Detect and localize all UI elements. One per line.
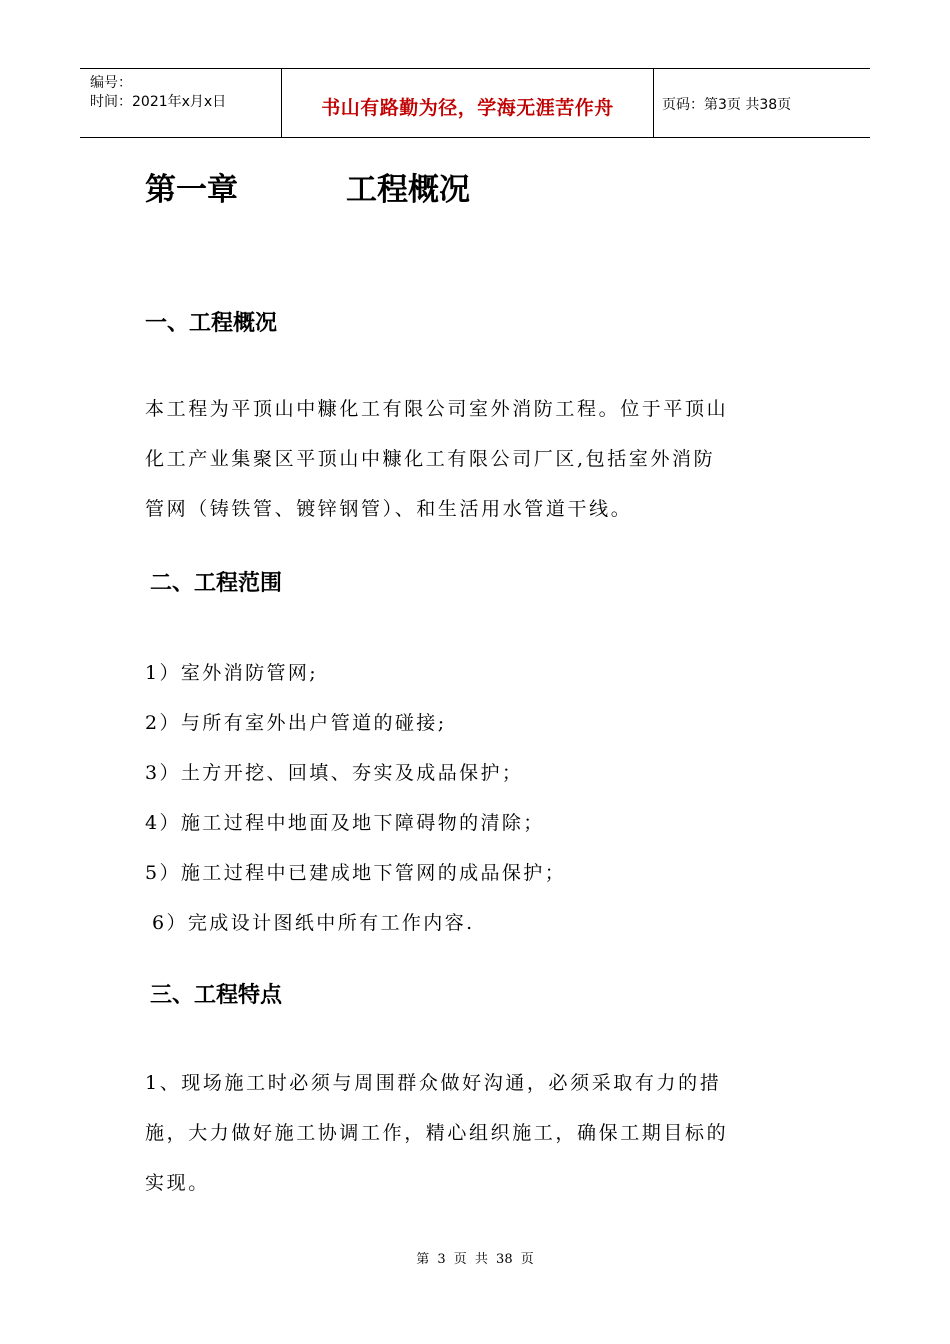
document-date-label: 时间：2021年x月x日 (90, 94, 227, 110)
paragraph-line: 化工产业集聚区平顶山中糠化工有限公司厂区,包括室外消防 (145, 448, 716, 470)
page-footer: 第 3 页 共 38 页 (416, 1252, 534, 1267)
scope-list-item: 4）施工过程中地面及地下障碍物的清除； (145, 812, 545, 834)
section-heading-overview: 一、工程概况 (145, 311, 278, 336)
header-page-info: 页码：第3页 共38页 (662, 97, 792, 113)
paragraph-line: 实现。 (145, 1172, 210, 1194)
scope-list-item: 6）完成设计图纸中所有工作内容. (152, 912, 475, 934)
scope-list-item: 3）土方开挖、回填、夯实及成品保护； (145, 762, 524, 784)
section-heading-scope: 二、工程范围 (150, 571, 283, 596)
header-motto: 书山有路勤为径，学海无涯苦作舟 (321, 97, 614, 119)
section-heading-features: 三、工程特点 (150, 983, 283, 1008)
page-header (80, 68, 870, 138)
features-paragraph (145, 1058, 728, 1208)
scope-list-item: 1）室外消防管网; (145, 662, 319, 684)
paragraph-line: 施，大力做好施工协调工作，精心组织施工，确保工期目标的 (145, 1122, 729, 1144)
chapter-title (145, 164, 470, 209)
document-number-label: 编号： (90, 75, 132, 91)
header-meta-cell (80, 69, 282, 137)
header-motto-cell (282, 69, 654, 137)
chapter-number: 第一章 (145, 172, 238, 208)
paragraph-line: 1、现场施工时必须与周围群众做好沟通，必须采取有力的措 (145, 1072, 722, 1094)
overview-paragraph (145, 384, 728, 534)
chapter-name: 工程概况 (346, 172, 470, 208)
paragraph-line: 本工程为平顶山中糠化工有限公司室外消防工程。位于平顶山 (145, 398, 729, 420)
scope-list-item: 5）施工过程中已建成地下管网的成品保护； (145, 862, 567, 884)
paragraph-line: 管网（铸铁管、镀锌钢管）、和生活用水管道干线。 (145, 498, 633, 520)
scope-list-item: 2）与所有室外出户管道的碰接; (145, 712, 447, 734)
header-page-cell (654, 69, 870, 137)
